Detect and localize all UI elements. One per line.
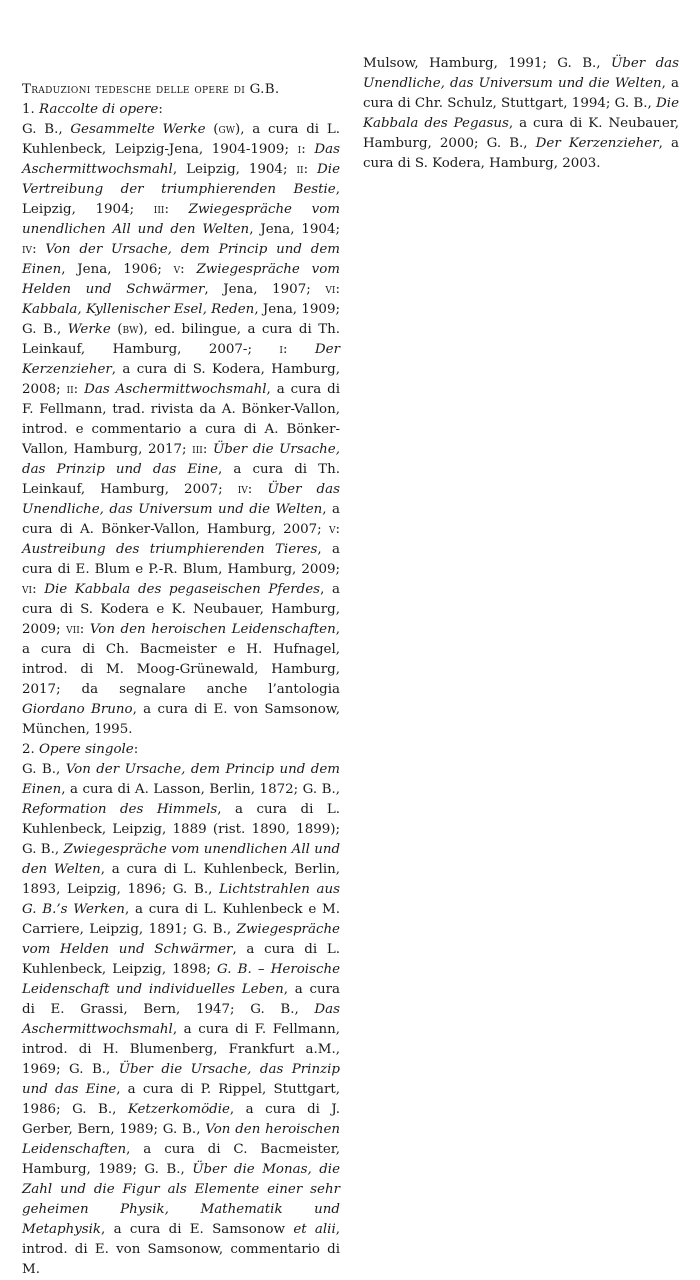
bibliography-paragraph-2 [22,760,340,1280]
italic-title-run: Zwiegespräche vom Helden und Schwärmer [22,922,340,957]
text-run: , a cura di E. Blum e P.-R. Blum, Hamburg, 2009; [22,542,340,577]
small-caps-run: ii [66,382,74,397]
text-run: : [79,622,90,637]
italic-title-run: Über die Ursache, das Prinzip und das Eine [22,442,340,477]
section-heading: Traduzioni tedesche delle opere di G.B. [22,82,280,97]
subsection-suffix: : [133,742,139,757]
italic-title-run: Der Kerzenzieher [535,136,659,151]
text-run: : [247,482,268,497]
text-run: , Leipzig, 1904; [172,162,297,177]
italic-title-run: Kabbala, Kyllenischer Esel, Reden [22,302,255,317]
subsection-number: 2. [22,742,35,757]
text-run: , Jena, 1906; [61,262,174,277]
left-column [22,80,340,1280]
italic-title-run: Ketzerkomödie [127,1102,230,1117]
subsection-number: 1. [22,102,35,117]
italic-title-run: Das Aschermittwochsmahl [22,142,340,177]
text-run: , a cura di L. Kuhlenbeck e M. Carriere, Leipzig, 1891; G. B., [22,902,340,937]
text-run: , a cura di S. Kodera e K. Neubauer, Hamburg, 2009; [22,582,340,637]
bibliography-continuation [363,54,679,174]
italic-title-run: Über das Unendliche, das Universum und die Welten [22,482,340,517]
subsection-heading-2 [22,740,340,760]
subsection-suffix: : [158,102,163,117]
italic-title-run: Von den heroischen Leidenschaften [22,1122,340,1157]
italic-title-run: et alii [293,1222,336,1237]
italic-title-run: Die Kabbala des pegaseischen Pferdes [44,582,321,597]
subsection-heading-1 [22,100,340,120]
text-run: , a cura di L. Kuhlenbeck, Berlin, 1893, Leipzig, 1896; G. B., [22,862,341,897]
text-run: , Jena, 1909; G. B., [22,302,340,337]
text-run: ( [110,322,123,337]
text-run: ( [205,122,219,137]
small-caps-run: gw [218,122,235,137]
text-run: , a cura di Th. Leinkauf, Hamburg, 2007; [22,462,340,497]
text-run: : [32,242,46,257]
text-run: G. B., [22,762,66,777]
small-caps-run: iii [192,442,203,457]
text-run: : [335,282,340,297]
italic-title-run: Zwiegespräche vom Helden und Schwärmer [22,262,340,297]
text-run: : [164,202,189,217]
text-run: : [303,162,318,177]
text-run: , a cura di E. Grassi, Bern, 1947; G. B., [22,982,340,1017]
italic-title-run: Über das Unendliche, das Universum und die Welten [363,56,679,91]
text-run: , a cura di K. Neubauer, Hamburg, 2000; G. B., [363,116,679,151]
text-run: , a cura di C. Bacmeister, Hamburg, 1989; G. B., [22,1142,340,1177]
small-caps-run: v [173,262,181,277]
text-run: , a cura di A. Bönker-Vallon, Hamburg, 2007; [22,502,340,537]
italic-title-run: Gesammelte Werke [70,122,206,137]
right-column [363,54,679,174]
small-caps-run: ii [296,162,304,177]
small-caps-run: bw [122,322,139,337]
text-run: , Leipzig, 1904; [22,182,340,217]
small-caps-run: iii [153,202,165,217]
italic-title-run: Über die Ursache, das Prinzip und das Eine [22,1062,340,1097]
text-run: , a cura di A. Lasson, Berlin, 1872; G. B., [61,782,340,797]
text-run: , a cura di E. von Samsonow, München, 1995. [22,702,340,737]
text-run: , a cura di L. Kuhlenbeck, Leipzig, 1889 (rist. 1890, 1899); G. B., [22,802,341,857]
italic-title-run: Zwiegespräche vom unendlichen All und den Welten [22,842,341,877]
text-run: : [32,582,45,597]
text-run: , a cura di P. Rippel, Stuttgart, 1986; G. B., [22,1082,341,1117]
text-run: , a cura di F. Fellmann, introd. di H. Blumenberg, Frankfurt a.M., 1969; G. B., [22,1022,340,1077]
text-run: , a cura di Chr. Schulz, Stuttgart, 1994; G. B., [363,76,680,111]
text-run: , Jena, 1904; [249,222,340,237]
italic-title-run: Die Vertreibung der triumphierenden Bestie [22,162,340,197]
text-run: G. B., [22,122,71,137]
italic-title-run: Der Kerzenzieher [22,342,340,377]
italic-title-run: Lichtstrahlen aus G. B.’s Werken [22,882,341,917]
small-caps-run: iv [237,482,248,497]
small-caps-run: vi [325,282,336,297]
subsection-title: Raccolte di opere [39,102,159,117]
italic-title-run: Austreibung des triumphierenden Tieres [22,542,318,557]
italic-title-run: Über die Monas, die Zahl und die Figur als Elemente einer sehr geheimen Physik, Mathematik und Metaphysik [22,1162,340,1237]
text-run: , introd. di E. von Samsonow, commentario di M. [22,1222,340,1277]
small-caps-run: v [328,522,336,537]
text-run: : [335,522,340,537]
text-run: , a cura di S. Kodera, Hamburg, 2003. [363,136,679,171]
text-run: : [282,342,315,357]
text-run: , a cura di E. Samsonow [101,1222,294,1237]
small-caps-run: i [297,142,302,157]
text-run: , a cura di F. Fellmann, trad. rivista da A. Bönker-Vallon, introd. e commentario a cura di A. Bönker-Vallon, Hamburg, 2017; [22,382,340,457]
text-run: , a cura di L. Kuhlenbeck, Leipzig, 1898; [22,942,341,977]
small-caps-run: i [279,342,283,357]
italic-title-run: Von den heroischen Leidenschaften [89,622,336,637]
subsection-title: Opere singole [39,742,134,757]
italic-title-run: Reformation des Himmels [22,802,218,817]
text-run: : [180,262,197,277]
italic-title-run: Von der Ursache, dem Princip und dem Einen [22,242,340,277]
text-run: ), ed. bilingue, a cura di Th. Leinkauf, Hamburg, 2007-; [22,322,341,357]
text-run: ), a cura di L. Kuhlenbeck, Leipzig-Jena, 1904-1909; [22,122,340,157]
italic-title-run: G. B. – Heroische Leidenschaft und individuelles Leben [22,962,341,997]
small-caps-run: vii [66,622,80,637]
small-caps-run: iv [22,242,33,257]
italic-title-run: Zwiegespräche vom unendlichen All und den Welten [22,202,340,237]
text-run: : [301,142,315,157]
italic-title-run: Das Aschermittwochsmahl [84,382,267,397]
text-run: , a cura di J. Gerber, Bern, 1989; G. B., [22,1102,340,1137]
text-run: Mulsow, Hamburg, 1991; G. B., [363,56,611,71]
small-caps-run: vi [22,582,33,597]
italic-title-run: Werke [67,322,111,337]
text-run: : [202,442,213,457]
italic-title-run: Das Aschermittwochsmahl [22,1002,340,1037]
italic-title-run: Von der Ursache, dem Princip und dem Einen [22,762,340,797]
italic-title-run: Die Kabbala des Pegasus [363,96,679,131]
text-run: , a cura di S. Kodera, Hamburg, 2008; [22,362,340,397]
text-run: , a cura di Ch. Bacmeister e H. Hufnagel, introd. di M. Moog-Grünewald, Hamburg, 2017; da segnalare anche l’antologia [22,622,340,697]
bibliography-paragraph-1 [22,120,340,740]
text-run: , Jena, 1907; [204,282,326,297]
italic-title-run: Giordano Bruno [22,702,133,717]
text-run: : [73,382,85,397]
